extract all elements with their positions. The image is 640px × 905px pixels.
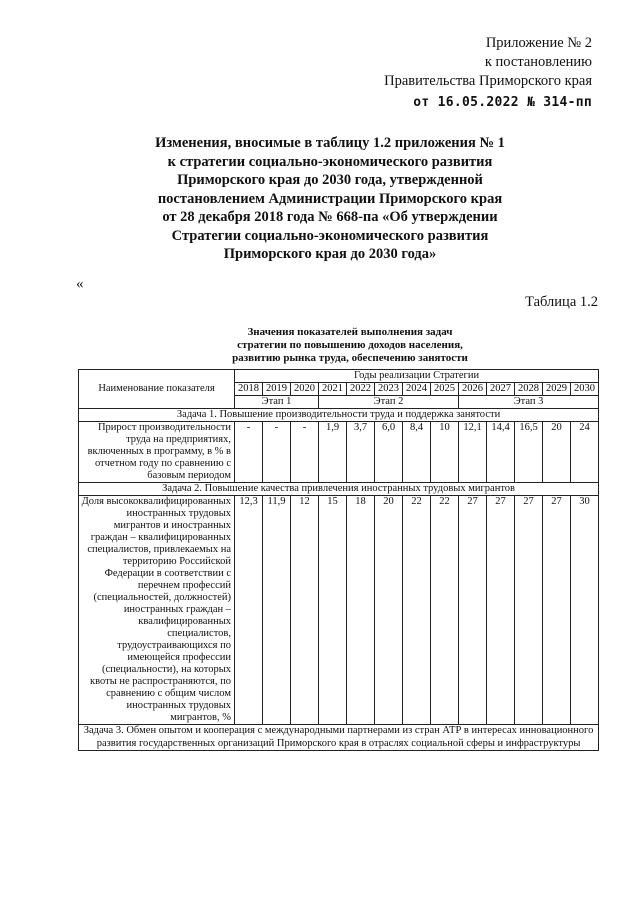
year-header-cell: 2027	[487, 383, 515, 396]
value-cell: 10	[431, 422, 459, 483]
title-line: от 28 декабря 2018 года № 668-па «Об утверждении	[162, 209, 498, 225]
table-heading-line: стратегии по повышению доходов населения,	[237, 339, 463, 351]
year-header-cell: 2026	[459, 383, 487, 396]
stage-1-cell: Этап 1	[235, 396, 319, 409]
value-cell: 27	[515, 496, 543, 725]
table-number: Таблица 1.2	[525, 294, 598, 310]
indicator-name: Доля высококвалифицированных иностранных трудовых мигрантов и иностранных граждан – квалифицированных специалистов, привлекаемых на территорию Российской Федерации в соответствии с перечнем профессий (специальностей, должностей) иностранных граждан – квалифицированных специалистов, трудоустраивающихся по имеющейся профессии (специальности), на которых квоты не распространяются, по сравнению с общим числом иностранных трудовых мигрантов, %	[79, 496, 235, 725]
table-heading-line: развитию рынка труда, обеспечению занятости	[232, 352, 468, 364]
value-cell: -	[291, 422, 319, 483]
task-row	[79, 725, 599, 751]
value-cell: 16,5	[515, 422, 543, 483]
title-line: Стратегии социально-экономического развития	[171, 227, 489, 244]
value-cell: 12,3	[235, 496, 263, 725]
task-3-title: Задача 3. Обмен опытом и кооперация с международными партнерами из стран АТР в интересах инновационного развития государственных организаций Приморского края в отраслях социальной сферы и инфраструктуры	[79, 725, 599, 751]
value-cell: 20	[375, 496, 403, 725]
year-header-cell: 2029	[543, 383, 571, 396]
appendix-authority: Правительства Приморского края	[384, 73, 592, 89]
value-cell: -	[235, 422, 263, 483]
table-heading-line: Значения показателей выполнения задач	[247, 326, 453, 338]
year-header-cell: 2030	[571, 383, 599, 396]
value-cell: 12	[291, 496, 319, 725]
year-header-cell: 2024	[403, 383, 431, 396]
value-cell: 27	[543, 496, 571, 725]
indicator-name: Прирост производительности труда на предприятиях, включенных в программу, в % в отчетном году по сравнению с базовым периодом	[79, 422, 235, 483]
value-cell: 18	[347, 496, 375, 725]
value-cell: 22	[431, 496, 459, 725]
indicator-row	[79, 496, 599, 725]
appendix-title: Приложение № 2	[485, 35, 592, 51]
value-cell: 1,9	[319, 422, 347, 483]
value-cell: 24	[571, 422, 599, 483]
year-header-cell: 2018	[235, 383, 263, 396]
stage-2-cell: Этап 2	[319, 396, 459, 409]
year-header-cell: 2020	[291, 383, 319, 396]
indicator-row	[79, 422, 599, 483]
value-cell: -	[263, 422, 291, 483]
value-cell: 20	[543, 422, 571, 483]
year-header-cell: 2025	[431, 383, 459, 396]
title-line: к стратегии социально-экономического развития	[167, 153, 493, 170]
value-cell: 3,7	[347, 422, 375, 483]
title-line: Изменения, вносимые в таблицу 1.2 приложения № 1	[155, 135, 505, 151]
column-header-name: Наименование показателя	[79, 370, 235, 409]
opening-quote: «	[76, 276, 84, 292]
document-title	[120, 134, 540, 264]
task-1-title: Задача 1. Повышение производительности труда и поддержка занятости	[79, 409, 599, 422]
stage-3-cell: Этап 3	[459, 396, 599, 409]
title-line: постановлением Администрации Приморского края	[157, 190, 503, 207]
date-number-stamp: от 16.05.2022 № 314-пп	[413, 95, 592, 110]
value-cell: 11,9	[263, 496, 291, 725]
value-cell: 14,4	[487, 422, 515, 483]
title-line: Приморского края до 2030 года»	[223, 246, 437, 262]
task-row	[79, 483, 599, 496]
appendix-block	[384, 34, 592, 112]
indicators-table	[78, 369, 599, 751]
value-cell: 8,4	[403, 422, 431, 483]
task-row	[79, 409, 599, 422]
value-cell: 27	[459, 496, 487, 725]
value-cell: 6,0	[375, 422, 403, 483]
year-header-cell: 2023	[375, 383, 403, 396]
year-header-cell: 2019	[263, 383, 291, 396]
column-header-years: Годы реализации Стратегии	[235, 370, 599, 383]
task-2-title: Задача 2. Повышение качества привлечения иностранных трудовых мигрантов	[79, 483, 599, 496]
year-header-cell: 2028	[515, 383, 543, 396]
title-line: Приморского края до 2030 года, утвержденной	[177, 172, 483, 188]
value-cell: 22	[403, 496, 431, 725]
appendix-reference: к постановлению	[484, 54, 592, 70]
year-header-cell: 2022	[347, 383, 375, 396]
value-cell: 15	[319, 496, 347, 725]
table-header-row	[79, 370, 599, 383]
year-header-cell: 2021	[319, 383, 347, 396]
value-cell: 12,1	[459, 422, 487, 483]
value-cell: 27	[487, 496, 515, 725]
value-cell: 30	[571, 496, 599, 725]
table-heading	[190, 326, 510, 365]
